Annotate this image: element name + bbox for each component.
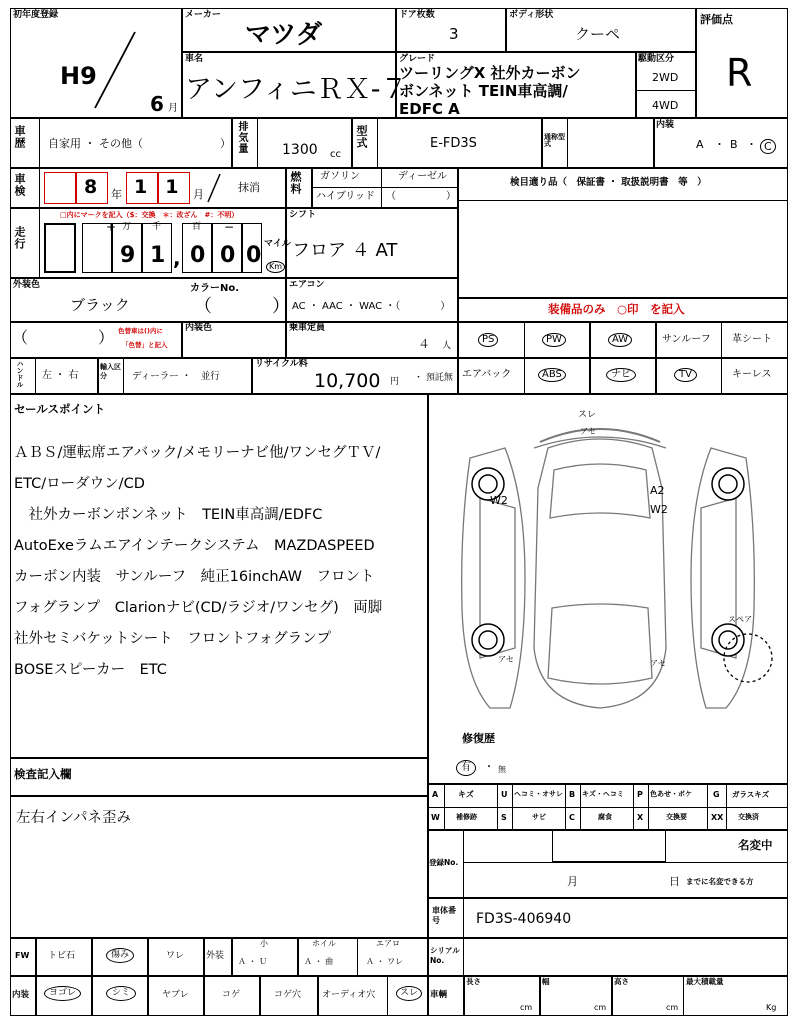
- reg-day: 日: [669, 875, 680, 888]
- interior-grade-b: B: [730, 138, 738, 151]
- paint-note2: 「色替」と記入: [122, 341, 168, 349]
- diagram-w2-left: W2: [490, 494, 508, 507]
- bottom-aero-opt: Ａ ・ ワレ: [366, 957, 404, 966]
- grade-line1: ツーリングX 社外カーボン: [399, 64, 581, 82]
- first-reg-slash: [90, 30, 140, 110]
- displacement-unit: cc: [330, 149, 341, 160]
- first-reg-label: 初年度登録: [13, 10, 59, 20]
- legend-fushoku: 腐食: [598, 813, 612, 821]
- mileage-label: 走行: [13, 226, 26, 250]
- sales-line: フォグランプ Clarionナビ(CD/ラジオ/ワンセグ) 両脚: [14, 600, 383, 616]
- bottom-ware: ワレ: [166, 951, 185, 961]
- legend-kizu-hekomi: キズ・ヘコミ: [582, 790, 624, 798]
- sales-line: カーボン内装 サンルーフ 純正16inchAW フロント: [14, 569, 375, 585]
- mileage-d1: 9: [120, 243, 136, 268]
- mileage-plus: +: [106, 220, 117, 234]
- history-value: 自家用 ・ その他（: [48, 137, 143, 150]
- legend-hekomi: ヘコミ・オサレ: [514, 790, 563, 798]
- aircon-value: AC ・ AAC ・ WAC ・（ ）: [292, 301, 451, 312]
- drive-label: 駆動区分: [638, 54, 675, 64]
- mileage-d3: 0: [190, 243, 206, 268]
- auction-sheet: [10, 8, 788, 1016]
- interior-grade-dot2: ・: [746, 138, 757, 151]
- legend-kizu: キズ: [458, 790, 474, 799]
- sales-points-text: [14, 438, 382, 686]
- inspection-header-cell: [10, 758, 428, 796]
- history-close: ）: [220, 137, 231, 150]
- diagram-ase-right: アセ: [650, 659, 666, 668]
- mileage-d5: 0: [246, 243, 262, 268]
- sales-line: 社外カーボンボンネット TEIN車高調/EDFC: [14, 507, 323, 523]
- color-no-close: ）: [272, 296, 290, 317]
- drive-2wd: 2WD: [652, 71, 679, 84]
- import-dealer: ディーラー ・ 並行: [132, 371, 220, 382]
- shaken-month-value: 8: [84, 176, 98, 198]
- interior-grade-a: A: [696, 138, 704, 151]
- diagram-sure: スレ: [578, 410, 597, 420]
- size-weight-unit: Kg: [766, 1003, 777, 1012]
- size-length-unit: cm: [520, 1003, 533, 1012]
- bottom-koge: コゲ: [222, 990, 241, 1000]
- legend-iroase: 色あせ・ボケ: [650, 790, 692, 798]
- equip-leather: 革シート: [732, 334, 772, 345]
- shift-value: フロア ４ AT: [292, 240, 398, 261]
- capacity-value: ４: [418, 337, 431, 351]
- equip-keyless: キーレス: [732, 369, 772, 380]
- repair-dot: ・: [484, 762, 494, 773]
- bottom-yabure: ヤブレ: [162, 990, 189, 1000]
- reg-no-label: 登録No.: [429, 858, 459, 867]
- handle-label: ハンドル: [16, 360, 24, 388]
- equip-ps: PS: [478, 333, 498, 347]
- ext-color-cell: [10, 278, 286, 322]
- bottom-kizu: 傷み: [106, 948, 134, 963]
- first-reg-year: H9: [60, 62, 97, 90]
- diagram-spare: スペア: [728, 615, 752, 624]
- shaken-month-box1: [44, 172, 76, 204]
- sales-line: BOSEスピーカー ETC: [14, 662, 167, 678]
- mileage-hyaku: 百: [192, 222, 202, 232]
- bottom-aero: エアロ: [376, 939, 400, 948]
- sales-points-label: セールスポイント: [14, 402, 105, 416]
- bottom-shimi: シミ: [106, 986, 136, 1001]
- grade-label: グレード: [399, 54, 436, 64]
- shaken-year-unit: 年: [111, 188, 122, 201]
- fuel-hybrid: ハイブリッド: [316, 191, 375, 202]
- sales-line: ETC/ローダウン/CD: [14, 476, 145, 492]
- interior-grade-c: C: [760, 139, 776, 154]
- fuel-paren: （ ）: [386, 191, 456, 202]
- capacity-label: 乗車定員: [289, 323, 326, 333]
- fuel-label: 燃料: [289, 171, 302, 195]
- size-width: 幅: [542, 977, 550, 986]
- bottom-naiso: 内装: [12, 990, 30, 1000]
- rating-label: 評価点: [700, 13, 733, 26]
- drive-4wd: 4WD: [652, 99, 679, 112]
- fuel-diesel: ディーゼル: [398, 171, 447, 182]
- bottom-wheel-opt: Ａ ・ 曲: [304, 957, 334, 966]
- recycle-unit: 円: [390, 377, 400, 387]
- bottom-koge-ana: コゲ穴: [274, 990, 302, 1000]
- ext-color-label: 外装色: [13, 280, 41, 290]
- aircon-label: エアコン: [289, 280, 325, 290]
- interior-grade-dot1: ・: [714, 138, 725, 151]
- diagram-a2-right: A2: [650, 484, 665, 497]
- bottom-sure: スレ: [396, 986, 422, 1001]
- legend-w: W: [431, 813, 440, 822]
- doors-value: 3: [449, 25, 459, 43]
- shaken-slash: [206, 172, 222, 204]
- sales-line: AutoExeラムエアインテークシステム MAZDASPEED: [14, 538, 375, 554]
- car-name-value: アンフィニＲＸ-７: [185, 74, 408, 105]
- car-diagram: [430, 408, 786, 728]
- legend-c: C: [569, 813, 575, 822]
- model-value: E-FD3S: [430, 136, 477, 151]
- paint-close: ）: [98, 328, 115, 347]
- equip-abs: ABS: [538, 368, 566, 382]
- reg-month: 月: [567, 875, 578, 888]
- equip-pw: PW: [542, 333, 566, 347]
- bottom-audio: オーディオ穴: [322, 990, 376, 1000]
- legend-kokan-zumi: 交換済: [738, 813, 759, 821]
- legend-p: P: [637, 790, 643, 799]
- legend-glass: ガラスキズ: [732, 790, 770, 799]
- doors-label: ドア枚数: [399, 10, 435, 20]
- shaken-day-value: 11: [134, 176, 197, 198]
- size-weight: 最大積載量: [686, 977, 724, 986]
- displacement-label: 排気量: [236, 121, 247, 154]
- shift-label: シフト: [289, 210, 317, 220]
- legend-sabi: サビ: [532, 813, 546, 821]
- inspection-value: 左右インパネ歪み: [16, 810, 131, 826]
- mileage-d4: 0: [220, 243, 236, 268]
- size-height-unit: cm: [666, 1003, 679, 1012]
- diagram-w2-right: W2: [650, 503, 668, 516]
- color-no-label: カラーNo.: [190, 283, 240, 294]
- legend-u: U: [501, 790, 508, 799]
- equip-header: 装備品のみ ○印 を記入: [548, 302, 685, 316]
- equip-aw: AW: [608, 333, 632, 347]
- bottom-tobi: トビ石: [48, 951, 76, 961]
- size-length: 長さ: [466, 977, 481, 986]
- color-no-open: （: [194, 296, 212, 317]
- repair-no: 無: [498, 765, 506, 774]
- legend-a: A: [432, 790, 439, 799]
- inspection-label: 検査記入欄: [14, 767, 72, 781]
- mileage-unit-mile: マイル: [264, 239, 291, 249]
- car-name-label: 車名: [185, 54, 204, 64]
- legend-s: S: [501, 813, 507, 822]
- fuel-gas: ガソリン: [320, 171, 360, 182]
- legend-x: X: [637, 813, 644, 822]
- maker-value: マツダ: [245, 20, 322, 50]
- int-color-label: 内装色: [185, 323, 213, 333]
- bottom-fw: FW: [15, 951, 30, 960]
- bottom-wheel: ホイル: [312, 939, 336, 948]
- diagram-ase-top: アセ: [580, 427, 596, 436]
- displacement-value: 1300: [282, 142, 318, 158]
- mileage-top-box: [44, 223, 76, 273]
- grade-line2: ボンネット TEIN車高調/: [399, 82, 568, 100]
- legend-xx: XX: [711, 813, 724, 822]
- grade-line3: EDFC A: [399, 100, 460, 118]
- bottom-small-opt: Ａ ・ Ｕ: [238, 957, 268, 966]
- import-label: 輸入区分: [100, 363, 121, 380]
- equip-sunroof: サンルーフ: [662, 334, 711, 345]
- recycle-label: リサイクル料: [255, 359, 308, 369]
- diagram-ase-left: アセ: [498, 655, 514, 664]
- size-width-unit: cm: [594, 1003, 607, 1012]
- legend-kokan-yo: 交換要: [666, 813, 687, 821]
- legend-b: B: [569, 790, 576, 799]
- first-reg-month: 6: [150, 92, 164, 116]
- mileage-minus: −: [224, 220, 235, 234]
- bottom-yogore: ヨゴレ: [44, 986, 81, 1001]
- shaken-erase: 抹消: [238, 181, 260, 194]
- history-label: 車歴: [13, 125, 26, 149]
- common-model-label: 通称型式: [544, 133, 565, 148]
- drive-divider: [636, 90, 696, 91]
- handle-value: 左 ・ 右: [42, 370, 79, 381]
- shaken-label: 車検: [13, 173, 26, 197]
- mileage-note: □内にマークを記入（$：交換 ＊：改ざん #：不明）: [60, 211, 239, 219]
- mileage-comma: ,: [173, 246, 181, 270]
- paint-note1: 色替車は()内に: [118, 327, 163, 335]
- equip-tv: TV: [674, 368, 697, 382]
- mileage-man: 万: [122, 222, 132, 232]
- paint-open: （: [12, 328, 29, 347]
- first-reg-month-unit: 月: [168, 103, 178, 114]
- serial-cell: [428, 938, 788, 976]
- equip-navi: ナビ: [606, 368, 636, 382]
- body-type-label: ボディ形状: [509, 10, 554, 20]
- maker-label: メーカー: [185, 10, 221, 20]
- reg-name-change: 名変中: [738, 838, 773, 852]
- bottom-small: 小: [260, 939, 268, 948]
- legend-hoshu: 補修跡: [456, 813, 477, 821]
- repair-yes: 有: [456, 760, 476, 776]
- mileage-sen: 千: [152, 222, 162, 232]
- ext-color-value: ブラック: [70, 296, 130, 314]
- rating-value: R: [726, 51, 753, 95]
- reg-until: までに名変できる方: [686, 877, 754, 886]
- repair-label: 修復歴: [462, 732, 495, 745]
- mileage-unit-km: Km: [266, 261, 285, 273]
- capacity-unit: 人: [442, 341, 452, 351]
- interior-grade-label: 内装: [656, 120, 675, 130]
- chassis-value: FD3S-406940: [476, 911, 572, 927]
- sales-line: ＡＢＳ/運転席エアバック/メモリーナビ他/ワンセグＴＶ/: [14, 445, 381, 461]
- mileage-d2: 1: [150, 243, 166, 268]
- equip-airbag: エアバック: [462, 369, 512, 380]
- docs-label: 検目適り品（ 保証書 ・ 取扱説明書 等 ）: [510, 177, 707, 188]
- sales-line: 社外セミバケットシート フロントフォグランプ: [14, 631, 332, 647]
- recycle-deposit: ・ 預託無: [414, 373, 453, 383]
- size-label: 車輌: [430, 990, 448, 1000]
- legend-g: G: [713, 790, 720, 799]
- model-label: 型式: [355, 125, 368, 149]
- body-type-value: クーペ: [575, 25, 621, 43]
- recycle-value: 10,700: [314, 370, 381, 392]
- chassis-label: 車体番号: [432, 906, 456, 925]
- serial-label: シリアルNo.: [430, 946, 460, 965]
- size-height: 高さ: [614, 977, 629, 986]
- shaken-day-unit: 月: [193, 188, 204, 201]
- bottom-gaiso: 外装: [206, 951, 225, 961]
